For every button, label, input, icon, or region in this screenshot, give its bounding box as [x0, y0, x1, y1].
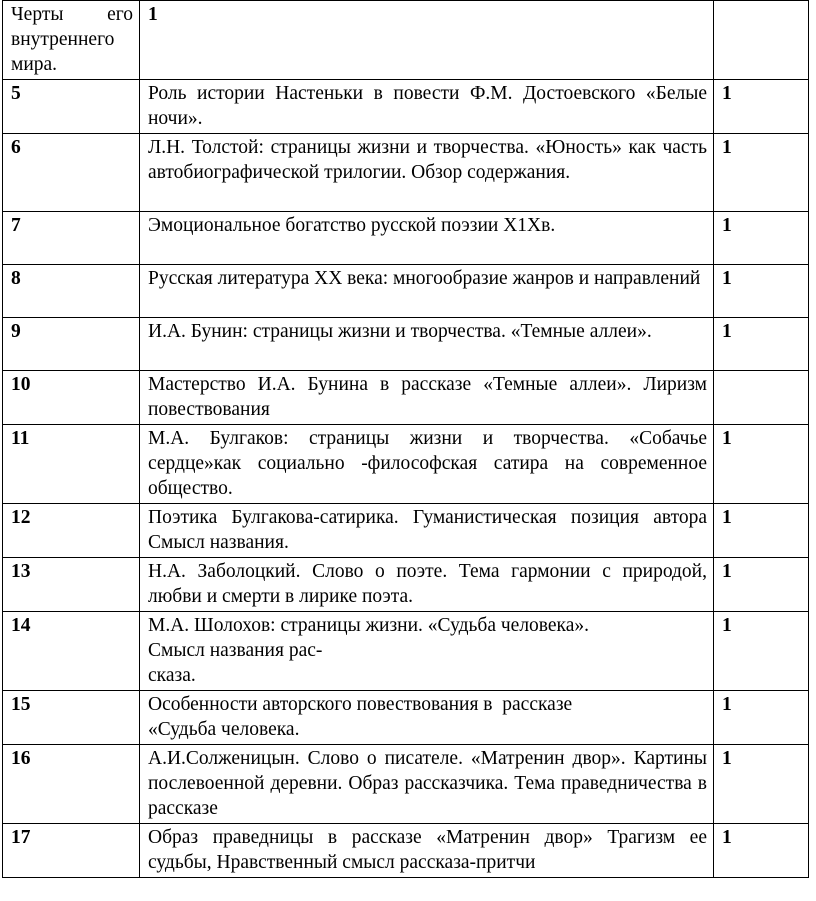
table-row	[3, 134, 809, 212]
lesson-number: 13	[3, 558, 140, 612]
lesson-hours: 1	[714, 318, 809, 371]
table-row	[3, 612, 809, 691]
lesson-number: 9	[3, 318, 140, 371]
lesson-topic: Роль истории Настеньки в повести Ф.М. Достоевского «Белые ночи».	[140, 80, 714, 134]
table-row	[3, 745, 809, 824]
lesson-hours: 1	[714, 745, 809, 824]
lesson-topic: Образ праведницы в рассказе «Матренин двор» Трагизм ее судьбы, Нравственный смысл рассказа-притчи	[140, 824, 714, 878]
lesson-topic: М.А. Булгаков: страницы жизни и творчества. «Собачье сердце»как социально -философская сатира на современное общество.	[140, 425, 714, 504]
lesson-number: 8	[3, 265, 140, 318]
lesson-plan-table	[2, 0, 809, 878]
lesson-hours: 1	[714, 80, 809, 134]
empty-cell	[714, 1, 809, 80]
table-row	[3, 371, 809, 425]
lesson-topic: Русская литература ХХ века: многообразие жанров и направлений	[140, 265, 714, 318]
lesson-number: 14	[3, 612, 140, 691]
table-row	[3, 265, 809, 318]
lesson-number: 17	[3, 824, 140, 878]
table-row	[3, 691, 809, 745]
lesson-hours: 1	[714, 504, 809, 558]
lesson-hours: 1	[714, 558, 809, 612]
topic-line: Особенности авторского повествования в рассказе	[148, 694, 573, 715]
topic-line: Смысл названия рас-	[148, 640, 323, 661]
lesson-topic: Эмоциональное богатство русской поэзии Х1Хв.	[140, 212, 714, 265]
lesson-number: 6	[3, 134, 140, 212]
lesson-number: 15	[3, 691, 140, 745]
lesson-topic	[140, 691, 714, 745]
table-row	[3, 504, 809, 558]
lesson-topic: Поэтика Булгакова-сатирика. Гуманистическая позиция автора Смысл названия.	[140, 504, 714, 558]
lesson-topic: Мастерство И.А. Бунина в рассказе «Темные аллеи». Лиризм повествования	[140, 371, 714, 425]
lesson-hours: 1	[714, 691, 809, 745]
lesson-hours: 1	[714, 824, 809, 878]
topic-line: М.А. Шолохов: страницы жизни. «Судьба человека».	[148, 615, 590, 636]
lesson-hours: 1	[714, 134, 809, 212]
lesson-number: 5	[3, 80, 140, 134]
lesson-topic: А.И.Солженицын. Слово о писателе. «Матренин двор». Картины послевоенной деревни. Образ рассказчика. Тема праведничества в рассказе	[140, 745, 714, 824]
table-row	[3, 425, 809, 504]
lesson-number: 11	[3, 425, 140, 504]
topic-cell: Черты его внутреннего мира.	[3, 1, 140, 80]
lesson-topic: Л.Н. Толстой: страницы жизни и творчества. «Юность» как часть автобиографической трилогии. Обзор содержания.	[140, 134, 714, 212]
lesson-topic: Н.А. Заболоцкий. Слово о поэте. Тема гармонии с природой, любви и смерти в лирике поэта.	[140, 558, 714, 612]
table-row	[3, 558, 809, 612]
table-row	[3, 318, 809, 371]
table-row	[3, 212, 809, 265]
lesson-number: 12	[3, 504, 140, 558]
lesson-topic: И.А. Бунин: страницы жизни и творчества. «Темные аллеи».	[140, 318, 714, 371]
lesson-number: 16	[3, 745, 140, 824]
lesson-number: 7	[3, 212, 140, 265]
lesson-hours: 1	[714, 612, 809, 691]
table-row	[3, 824, 809, 878]
lesson-hours	[714, 371, 809, 425]
lesson-topic	[140, 612, 714, 691]
topic-line: сказа.	[148, 665, 196, 686]
hours-cell: 1	[140, 1, 714, 80]
lesson-hours: 1	[714, 212, 809, 265]
lesson-hours: 1	[714, 425, 809, 504]
topic-line: «Судьба человека.	[148, 719, 300, 740]
table-row	[3, 80, 809, 134]
lesson-number: 10	[3, 371, 140, 425]
table-row	[3, 1, 809, 80]
lesson-hours: 1	[714, 265, 809, 318]
